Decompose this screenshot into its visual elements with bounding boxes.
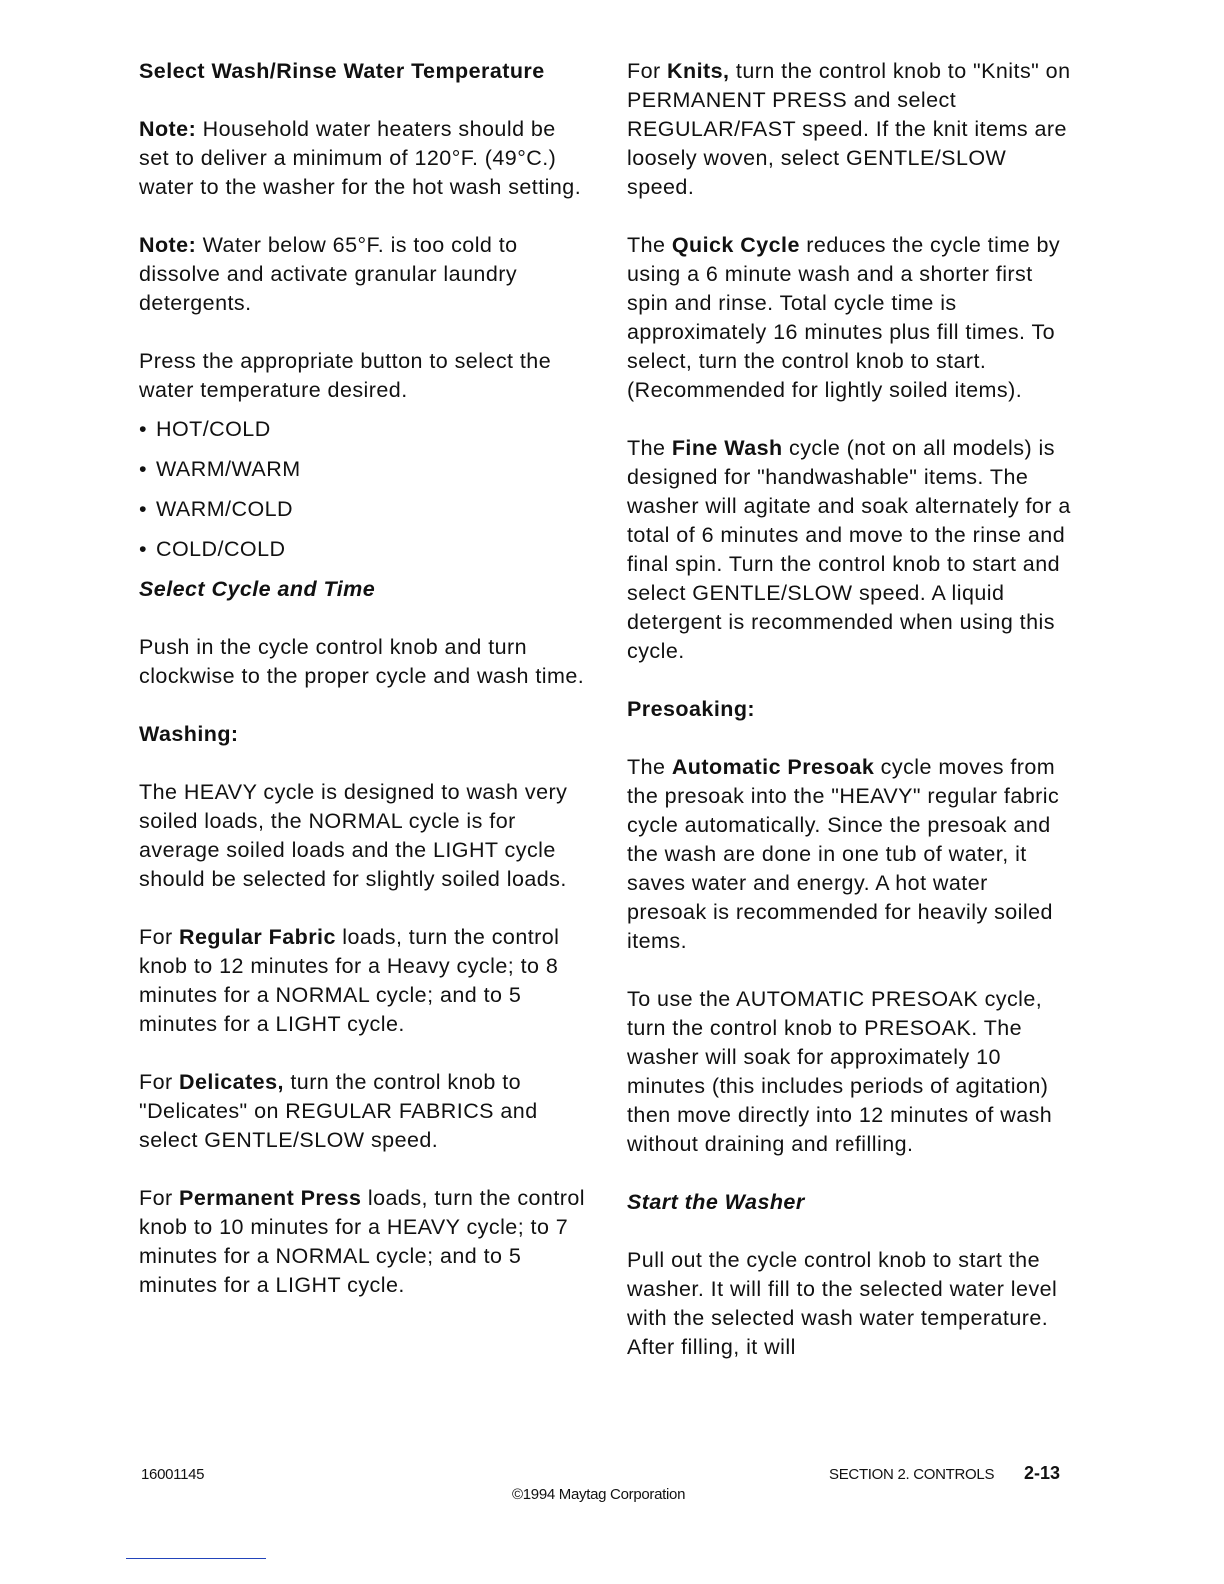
text-run: cycle moves from the presoak into the "HEAVY" regular fabric cycle automatically. Since the presoak and the wash are done in one tub of water, it saves water and energy. A hot water presoak is recommended for heavily soiled items.: [627, 755, 1060, 953]
bold-term: Automatic Presoak: [671, 755, 875, 779]
left-column: [139, 57, 589, 1329]
text-run: For: [139, 925, 180, 949]
note-label: Note:: [139, 233, 197, 257]
heading-washing: Washing:: [139, 722, 239, 746]
quick-cycle-paragraph: [627, 231, 1072, 405]
temperature-option: • COLD/COLD: [139, 535, 589, 564]
text-run: loads, turn the control knob to 10 minutes for a HEAVY cycle; to 7 minutes for a NORMAL cycle; and to 5 minutes for a LIGHT cycle.: [139, 1186, 586, 1297]
regular-fabric-paragraph: [139, 923, 589, 1039]
temperature-options-list: [139, 415, 589, 564]
text-run: The: [627, 233, 672, 257]
text-run: For: [139, 1186, 180, 1210]
temperature-option: • WARM/WARM: [139, 455, 589, 484]
heading-select-cycle: Select Cycle and Time: [139, 577, 376, 601]
text-run: reduces the cycle time by using a 6 minute wash and a shorter first spin and rinse. Total cycle time is approximately 16 minutes plus fill times. To select, turn the control knob to start. (Recommended for lightly soiled items).: [627, 233, 1061, 402]
text-run: turn the control knob to "Delicates" on REGULAR FABRICS and select GENTLE/SLOW speed.: [139, 1070, 538, 1152]
cycle-description: The HEAVY cycle is designed to wash very soiled loads, the NORMAL cycle is for average soiled loads and the LIGHT cycle should be selected for slightly soiled loads.: [139, 780, 568, 891]
text-run: The: [627, 436, 672, 460]
note-text: Household water heaters should be set to deliver a minimum of 120°F. (49°C.) water to the washer for the hot wash setting.: [139, 117, 582, 199]
text-run: cycle (not on all models) is designed for "handwashable" items. The washer will agitate and soak alternately for a total of 6 minutes and move to the rinse and final spin. Turn the control knob to start and select GENTLE/SLOW speed. A liquid detergent is recommended when using this cycle.: [627, 436, 1071, 663]
document-number: 16001145: [141, 1466, 205, 1483]
text-run: For: [139, 1070, 180, 1094]
page-number: 2-13: [1024, 1463, 1061, 1483]
note-water-heater: [139, 115, 589, 202]
copyright-notice: ©1994 Maytag Corporation: [512, 1486, 686, 1503]
bold-term: Fine Wash: [671, 436, 783, 460]
permanent-press-paragraph: [139, 1184, 589, 1300]
bold-term: Permanent Press: [179, 1186, 362, 1210]
press-button-instruction: Press the appropriate button to select the water temperature desired.: [139, 349, 552, 402]
text-run: The: [627, 755, 672, 779]
heading-presoaking: Presoaking:: [627, 697, 756, 721]
note-cold-water: [139, 231, 589, 318]
automatic-presoak-paragraph: [627, 753, 1072, 956]
section-label: SECTION 2. CONTROLS: [829, 1466, 995, 1483]
push-knob-instruction: Push in the cycle control knob and turn clockwise to the proper cycle and wash time.: [139, 635, 585, 688]
bold-term: Quick Cycle: [671, 233, 800, 257]
delicates-paragraph: [139, 1068, 589, 1155]
temperature-option: • HOT/COLD: [139, 415, 589, 444]
bold-term: Delicates,: [179, 1070, 284, 1094]
heading-start-washer: Start the Washer: [627, 1190, 805, 1214]
temperature-option: • WARM/COLD: [139, 495, 589, 524]
knits-paragraph: [627, 57, 1072, 202]
use-presoak-paragraph: To use the AUTOMATIC PRESOAK cycle, turn the control knob to PRESOAK. The washer will soak for approximately 10 minutes (this includes periods of agitation) then move directly into 12 minutes of wash without draining and refilling.: [627, 987, 1053, 1156]
note-label: Note:: [139, 117, 197, 141]
heading-water-temperature: Select Wash/Rinse Water Temperature: [139, 59, 545, 83]
bold-term: Regular Fabric: [179, 925, 336, 949]
right-column: [627, 57, 1072, 1391]
note-text: Water below 65°F. is too cold to dissolve and activate granular laundry detergents.: [139, 233, 518, 315]
start-washer-paragraph: Pull out the cycle control knob to start the washer. It will fill to the selected water level with the selected wash water temperature. After filling, it will: [627, 1248, 1058, 1359]
text-run: For: [627, 59, 668, 83]
scan-artifact-line: [126, 1558, 266, 1559]
text-run: loads, turn the control knob to 12 minutes for a Heavy cycle; to 8 minutes for a NORMAL cycle; and to 5 minutes for a LIGHT cycle.: [139, 925, 560, 1036]
fine-wash-paragraph: [627, 434, 1072, 666]
bold-term: Knits,: [667, 59, 730, 83]
text-run: turn the control knob to "Knits" on PERMANENT PRESS and select REGULAR/FAST speed. If the knit items are loosely woven, select GENTLE/SLOW speed.: [627, 59, 1071, 199]
